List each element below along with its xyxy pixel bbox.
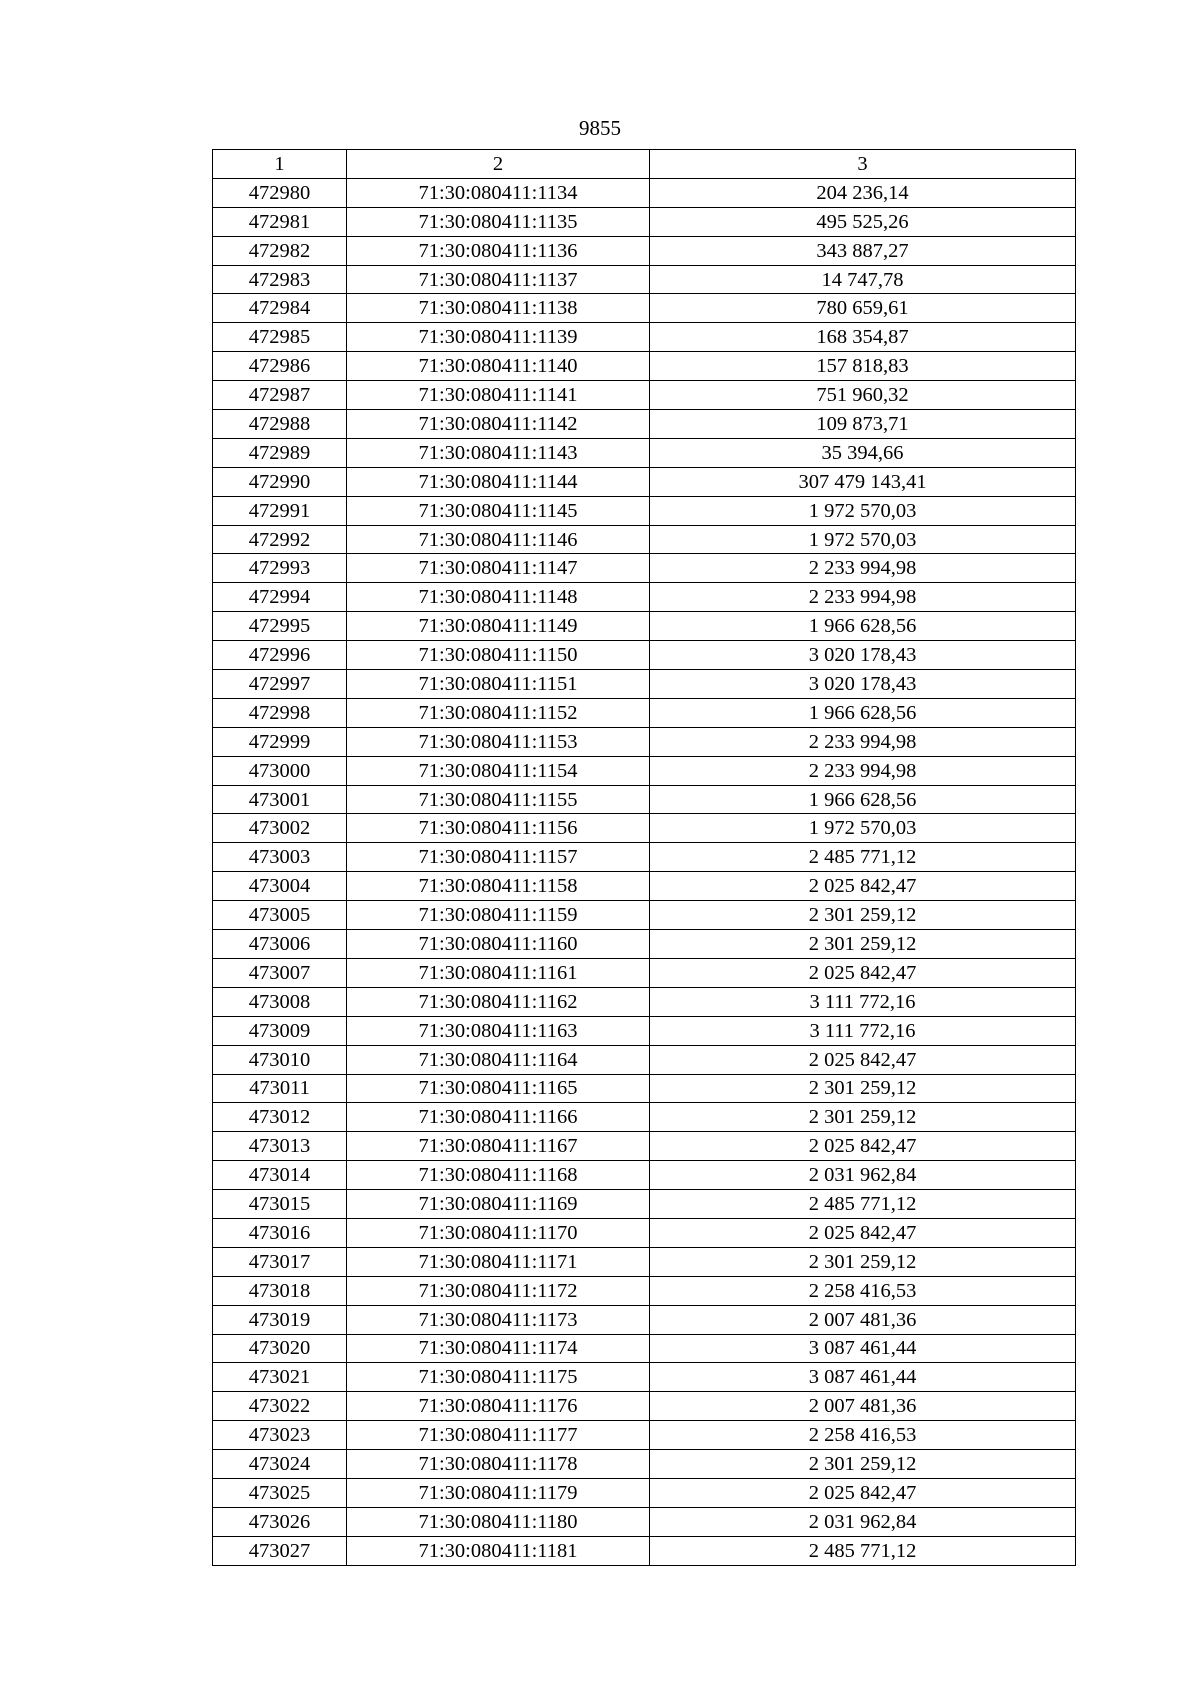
table-row — [213, 583, 1076, 612]
record-number-cell: 473022 — [213, 1392, 347, 1421]
record-number-cell: 472982 — [213, 236, 347, 265]
value-cell: 3 020 178,43 — [650, 641, 1076, 670]
record-number-cell: 473011 — [213, 1074, 347, 1103]
cadastral-number-cell: 71:30:080411:1156 — [347, 814, 650, 843]
table-row — [213, 525, 1076, 554]
cadastral-number-cell: 71:30:080411:1144 — [347, 467, 650, 496]
record-number-cell: 473006 — [213, 930, 347, 959]
cadastral-number-cell: 71:30:080411:1178 — [347, 1450, 650, 1479]
record-number-cell: 472984 — [213, 294, 347, 323]
record-number-cell: 472989 — [213, 438, 347, 467]
table-row — [213, 1421, 1076, 1450]
table-row — [213, 901, 1076, 930]
table-row — [213, 727, 1076, 756]
cadastral-number-cell: 71:30:080411:1134 — [347, 178, 650, 207]
data-table — [212, 149, 1076, 1566]
record-number-cell: 472996 — [213, 641, 347, 670]
value-cell: 109 873,71 — [650, 410, 1076, 439]
value-cell: 751 960,32 — [650, 381, 1076, 410]
value-cell: 14 747,78 — [650, 265, 1076, 294]
table-row — [213, 1334, 1076, 1363]
cadastral-number-cell: 71:30:080411:1173 — [347, 1305, 650, 1334]
cadastral-number-cell: 71:30:080411:1170 — [347, 1218, 650, 1247]
cadastral-number-cell: 71:30:080411:1176 — [347, 1392, 650, 1421]
value-cell: 2 233 994,98 — [650, 727, 1076, 756]
value-cell: 2 031 962,84 — [650, 1161, 1076, 1190]
cadastral-number-cell: 71:30:080411:1147 — [347, 554, 650, 583]
cadastral-number-cell: 71:30:080411:1180 — [347, 1507, 650, 1536]
table-row — [213, 814, 1076, 843]
cadastral-number-cell: 71:30:080411:1145 — [347, 496, 650, 525]
value-cell: 2 233 994,98 — [650, 554, 1076, 583]
record-number-cell: 473018 — [213, 1276, 347, 1305]
value-cell: 2 025 842,47 — [650, 1218, 1076, 1247]
value-cell: 2 233 994,98 — [650, 756, 1076, 785]
column-header-2: 2 — [347, 150, 650, 179]
cadastral-number-cell: 71:30:080411:1146 — [347, 525, 650, 554]
value-cell: 2 485 771,12 — [650, 1190, 1076, 1219]
value-cell: 2 007 481,36 — [650, 1305, 1076, 1334]
table-row — [213, 785, 1076, 814]
record-number-cell: 472998 — [213, 698, 347, 727]
record-number-cell: 473013 — [213, 1132, 347, 1161]
cadastral-number-cell: 71:30:080411:1153 — [347, 727, 650, 756]
table-row — [213, 1161, 1076, 1190]
cadastral-number-cell: 71:30:080411:1143 — [347, 438, 650, 467]
value-cell: 157 818,83 — [650, 352, 1076, 381]
value-cell: 1 972 570,03 — [650, 814, 1076, 843]
value-cell: 2 485 771,12 — [650, 843, 1076, 872]
cadastral-number-cell: 71:30:080411:1165 — [347, 1074, 650, 1103]
value-cell: 1 972 570,03 — [650, 525, 1076, 554]
table-row — [213, 1507, 1076, 1536]
record-number-cell: 473012 — [213, 1103, 347, 1132]
record-number-cell: 472990 — [213, 467, 347, 496]
table-row — [213, 554, 1076, 583]
record-number-cell: 473023 — [213, 1421, 347, 1450]
value-cell: 2 301 259,12 — [650, 901, 1076, 930]
table-row — [213, 843, 1076, 872]
table-row — [213, 236, 1076, 265]
record-number-cell: 472994 — [213, 583, 347, 612]
cadastral-number-cell: 71:30:080411:1167 — [347, 1132, 650, 1161]
table-row — [213, 438, 1076, 467]
record-number-cell: 473020 — [213, 1334, 347, 1363]
cadastral-number-cell: 71:30:080411:1164 — [347, 1045, 650, 1074]
table-row — [213, 1132, 1076, 1161]
value-cell: 204 236,14 — [650, 178, 1076, 207]
record-number-cell: 473008 — [213, 987, 347, 1016]
record-number-cell: 473015 — [213, 1190, 347, 1219]
value-cell: 2 031 962,84 — [650, 1507, 1076, 1536]
table-row — [213, 612, 1076, 641]
cadastral-number-cell: 71:30:080411:1177 — [347, 1421, 650, 1450]
table-row — [213, 1392, 1076, 1421]
table-row — [213, 930, 1076, 959]
cadastral-number-cell: 71:30:080411:1166 — [347, 1103, 650, 1132]
table-row — [213, 958, 1076, 987]
record-number-cell: 472981 — [213, 207, 347, 236]
value-cell: 1 966 628,56 — [650, 785, 1076, 814]
table-row — [213, 1305, 1076, 1334]
cadastral-number-cell: 71:30:080411:1155 — [347, 785, 650, 814]
record-number-cell: 473003 — [213, 843, 347, 872]
value-cell: 2 258 416,53 — [650, 1276, 1076, 1305]
table-row — [213, 467, 1076, 496]
table-row — [213, 381, 1076, 410]
value-cell: 307 479 143,41 — [650, 467, 1076, 496]
column-header-3: 3 — [650, 150, 1076, 179]
cadastral-number-cell: 71:30:080411:1181 — [347, 1536, 650, 1565]
value-cell: 2 258 416,53 — [650, 1421, 1076, 1450]
table-row — [213, 1450, 1076, 1479]
table-row — [213, 207, 1076, 236]
table-header-row — [213, 150, 1076, 179]
cadastral-number-cell: 71:30:080411:1140 — [347, 352, 650, 381]
record-number-cell: 473024 — [213, 1450, 347, 1479]
record-number-cell: 472983 — [213, 265, 347, 294]
value-cell: 3 111 772,16 — [650, 1016, 1076, 1045]
cadastral-number-cell: 71:30:080411:1175 — [347, 1363, 650, 1392]
record-number-cell: 473005 — [213, 901, 347, 930]
table-row — [213, 1016, 1076, 1045]
value-cell: 780 659,61 — [650, 294, 1076, 323]
value-cell: 2 025 842,47 — [650, 872, 1076, 901]
cadastral-number-cell: 71:30:080411:1150 — [347, 641, 650, 670]
column-header-1: 1 — [213, 150, 347, 179]
table-row — [213, 756, 1076, 785]
record-number-cell: 473019 — [213, 1305, 347, 1334]
table-row — [213, 496, 1076, 525]
record-number-cell: 472985 — [213, 323, 347, 352]
value-cell: 2 025 842,47 — [650, 1045, 1076, 1074]
cadastral-number-cell: 71:30:080411:1168 — [347, 1161, 650, 1190]
value-cell: 2 025 842,47 — [650, 1132, 1076, 1161]
record-number-cell: 473021 — [213, 1363, 347, 1392]
record-number-cell: 473025 — [213, 1478, 347, 1507]
record-number-cell: 473010 — [213, 1045, 347, 1074]
value-cell: 2 301 259,12 — [650, 1074, 1076, 1103]
table-row — [213, 987, 1076, 1016]
record-number-cell: 473002 — [213, 814, 347, 843]
cadastral-number-cell: 71:30:080411:1163 — [347, 1016, 650, 1045]
table-row — [213, 1363, 1076, 1392]
cadastral-number-cell: 71:30:080411:1157 — [347, 843, 650, 872]
record-number-cell: 473026 — [213, 1507, 347, 1536]
table-row — [213, 1247, 1076, 1276]
value-cell: 1 966 628,56 — [650, 698, 1076, 727]
cadastral-number-cell: 71:30:080411:1137 — [347, 265, 650, 294]
value-cell: 3 020 178,43 — [650, 670, 1076, 699]
table-row — [213, 265, 1076, 294]
cadastral-number-cell: 71:30:080411:1162 — [347, 987, 650, 1016]
record-number-cell: 473016 — [213, 1218, 347, 1247]
record-number-cell: 472995 — [213, 612, 347, 641]
table-row — [213, 1190, 1076, 1219]
record-number-cell: 472993 — [213, 554, 347, 583]
cadastral-number-cell: 71:30:080411:1149 — [347, 612, 650, 641]
cadastral-number-cell: 71:30:080411:1169 — [347, 1190, 650, 1219]
table-row — [213, 410, 1076, 439]
value-cell: 1 972 570,03 — [650, 496, 1076, 525]
record-number-cell: 472986 — [213, 352, 347, 381]
value-cell: 3 087 461,44 — [650, 1334, 1076, 1363]
table-row — [213, 323, 1076, 352]
table-row — [213, 1074, 1076, 1103]
cadastral-number-cell: 71:30:080411:1161 — [347, 958, 650, 987]
value-cell: 35 394,66 — [650, 438, 1076, 467]
record-number-cell: 472992 — [213, 525, 347, 554]
record-number-cell: 473017 — [213, 1247, 347, 1276]
record-number-cell: 473014 — [213, 1161, 347, 1190]
cadastral-number-cell: 71:30:080411:1142 — [347, 410, 650, 439]
cadastral-number-cell: 71:30:080411:1159 — [347, 901, 650, 930]
cadastral-number-cell: 71:30:080411:1141 — [347, 381, 650, 410]
table-row — [213, 1045, 1076, 1074]
page-number: 9855 — [579, 116, 621, 140]
record-number-cell: 473007 — [213, 958, 347, 987]
value-cell: 1 966 628,56 — [650, 612, 1076, 641]
table-row — [213, 1536, 1076, 1565]
cadastral-number-cell: 71:30:080411:1158 — [347, 872, 650, 901]
table-row — [213, 698, 1076, 727]
value-cell: 2 025 842,47 — [650, 958, 1076, 987]
value-cell: 2 233 994,98 — [650, 583, 1076, 612]
table-row — [213, 352, 1076, 381]
value-cell: 2 301 259,12 — [650, 1247, 1076, 1276]
record-number-cell: 472991 — [213, 496, 347, 525]
cadastral-number-cell: 71:30:080411:1152 — [347, 698, 650, 727]
record-number-cell: 472987 — [213, 381, 347, 410]
cadastral-number-cell: 71:30:080411:1172 — [347, 1276, 650, 1305]
table-row — [213, 641, 1076, 670]
record-number-cell: 473004 — [213, 872, 347, 901]
cadastral-number-cell: 71:30:080411:1139 — [347, 323, 650, 352]
cadastral-number-cell: 71:30:080411:1174 — [347, 1334, 650, 1363]
table-row — [213, 872, 1076, 901]
cadastral-number-cell: 71:30:080411:1135 — [347, 207, 650, 236]
record-number-cell: 473027 — [213, 1536, 347, 1565]
value-cell: 3 111 772,16 — [650, 987, 1076, 1016]
cadastral-number-cell: 71:30:080411:1151 — [347, 670, 650, 699]
table-row — [213, 1218, 1076, 1247]
record-number-cell: 473000 — [213, 756, 347, 785]
cadastral-number-cell: 71:30:080411:1136 — [347, 236, 650, 265]
value-cell: 343 887,27 — [650, 236, 1076, 265]
record-number-cell: 473001 — [213, 785, 347, 814]
record-number-cell: 472999 — [213, 727, 347, 756]
table-row — [213, 670, 1076, 699]
value-cell: 2 007 481,36 — [650, 1392, 1076, 1421]
value-cell: 2 301 259,12 — [650, 1450, 1076, 1479]
value-cell: 495 525,26 — [650, 207, 1076, 236]
value-cell: 2 025 842,47 — [650, 1478, 1076, 1507]
cadastral-number-cell: 71:30:080411:1148 — [347, 583, 650, 612]
cadastral-number-cell: 71:30:080411:1171 — [347, 1247, 650, 1276]
record-number-cell: 472980 — [213, 178, 347, 207]
record-number-cell: 472988 — [213, 410, 347, 439]
record-number-cell: 473009 — [213, 1016, 347, 1045]
cadastral-number-cell: 71:30:080411:1179 — [347, 1478, 650, 1507]
cadastral-number-cell: 71:30:080411:1138 — [347, 294, 650, 323]
table-row — [213, 1478, 1076, 1507]
cadastral-number-cell: 71:30:080411:1154 — [347, 756, 650, 785]
table-row — [213, 1276, 1076, 1305]
value-cell: 2 301 259,12 — [650, 930, 1076, 959]
value-cell: 168 354,87 — [650, 323, 1076, 352]
value-cell: 3 087 461,44 — [650, 1363, 1076, 1392]
table-row — [213, 1103, 1076, 1132]
cadastral-number-cell: 71:30:080411:1160 — [347, 930, 650, 959]
table-body — [213, 178, 1076, 1565]
table-row — [213, 294, 1076, 323]
table-row — [213, 178, 1076, 207]
record-number-cell: 472997 — [213, 670, 347, 699]
value-cell: 2 301 259,12 — [650, 1103, 1076, 1132]
value-cell: 2 485 771,12 — [650, 1536, 1076, 1565]
